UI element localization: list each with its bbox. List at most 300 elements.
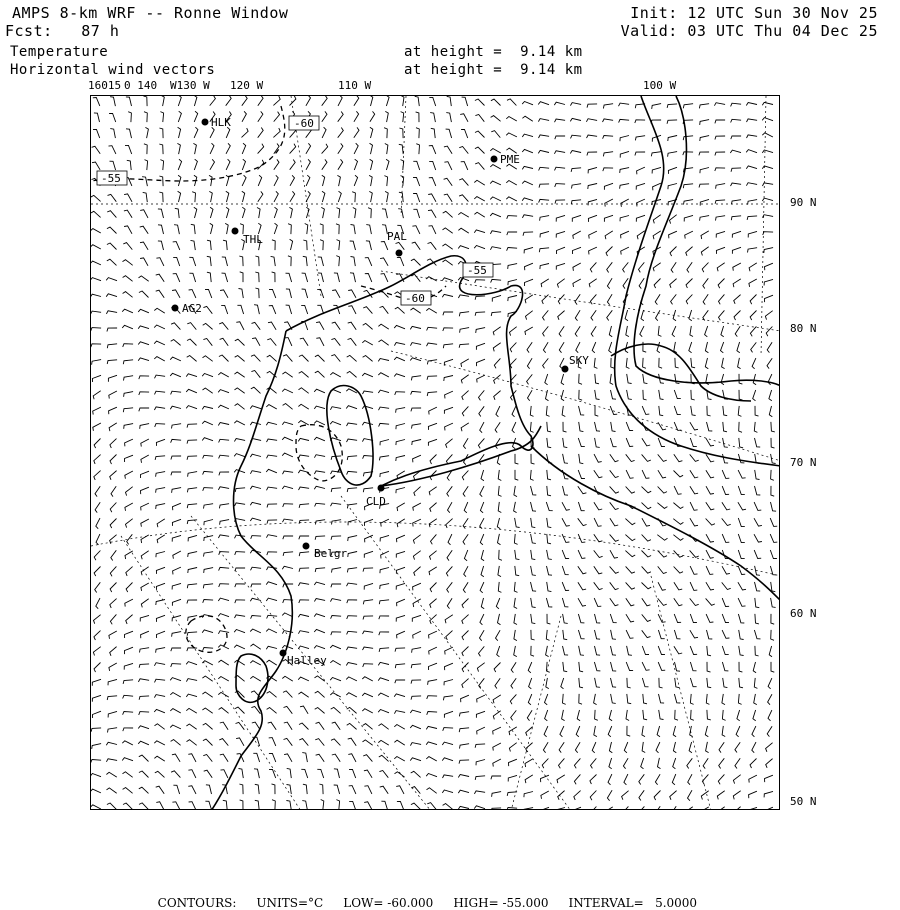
wind-barb (331, 536, 341, 540)
wind-barb (331, 355, 340, 362)
wind-barb (252, 338, 260, 346)
wind-barb (636, 215, 645, 221)
wind-barb (705, 326, 708, 337)
wind-barb (739, 630, 744, 640)
wind-barb (546, 598, 552, 607)
wind-barb (531, 486, 537, 495)
wind-barb (673, 503, 683, 509)
wind-barb (431, 128, 435, 138)
wind-barb (723, 438, 728, 447)
wind-barb (172, 290, 180, 298)
wind-barb (609, 758, 612, 769)
wind-barb (158, 209, 164, 218)
wind-barb (595, 374, 599, 384)
wind-barb (492, 295, 501, 301)
wind-barb (447, 598, 452, 608)
wind-barb (507, 808, 517, 811)
wind-barb (378, 324, 388, 329)
wind-barb (287, 768, 292, 778)
wind-barb (348, 322, 357, 330)
wind-barb (610, 566, 619, 573)
wind-barb (283, 504, 293, 507)
wind-barb (555, 184, 565, 187)
wind-barb (289, 207, 292, 218)
wind-barb (562, 406, 565, 417)
wind-barb (702, 774, 708, 784)
wind-barb (299, 552, 309, 556)
wind-barb (603, 152, 613, 157)
wind-barb (411, 259, 421, 265)
wind-barb (642, 646, 649, 655)
wind-barb (577, 710, 580, 721)
wind-barb (266, 422, 277, 425)
wind-barb (314, 646, 325, 649)
wind-barb (269, 754, 276, 763)
wind-barb (286, 801, 291, 811)
wind-barb (514, 582, 517, 593)
wind-barb (272, 784, 276, 794)
wind-barb (481, 598, 484, 609)
wind-barb (412, 424, 422, 429)
wind-barb (267, 552, 277, 555)
wind-barb (173, 274, 180, 282)
wind-barb (172, 599, 181, 606)
wind-barb (380, 584, 389, 589)
wind-barb (315, 708, 325, 714)
wind-barb (139, 408, 149, 411)
wind-barb (286, 289, 292, 298)
wind-barb (546, 406, 549, 417)
wind-barb (354, 96, 359, 106)
wind-barb (717, 807, 724, 810)
wind-barb (234, 630, 245, 633)
wind-barb (429, 519, 437, 527)
wind-barb (205, 801, 211, 810)
wind-barb (735, 742, 740, 752)
wind-barb (705, 726, 708, 737)
valid-time: Valid: 03 UTC Thu 04 Dec 25 (620, 22, 878, 40)
wind-barb (218, 677, 229, 682)
wind-barb (347, 504, 357, 509)
wind-barb (413, 193, 420, 202)
wind-barb (282, 372, 292, 377)
wind-barb (337, 208, 340, 219)
wind-barb (592, 342, 596, 353)
wind-barb (299, 504, 309, 508)
wind-barb (642, 470, 649, 478)
wind-barb (762, 198, 773, 201)
wind-barb (722, 726, 725, 737)
wind-barb (751, 342, 757, 352)
wind-barb (331, 503, 342, 506)
wind-barb (690, 550, 699, 557)
wind-barb (579, 454, 584, 464)
wind-barb (495, 438, 500, 448)
wind-barb (700, 216, 710, 221)
wind-barb (139, 712, 149, 715)
wind-barb (571, 168, 581, 172)
wind-barb (541, 279, 549, 287)
wind-barb (379, 632, 389, 635)
wind-barb (738, 454, 744, 463)
wind-barb (242, 159, 245, 170)
wind-barb (337, 240, 340, 251)
wind-barb (302, 273, 308, 282)
wind-barb (395, 307, 405, 313)
wind-barb (219, 567, 230, 570)
wind-barb (546, 678, 549, 689)
wind-barb (475, 312, 485, 316)
wind-barb (298, 438, 309, 441)
wind-barb (670, 247, 677, 257)
wind-barb (595, 646, 601, 655)
lat-label-50n: 50 N (790, 795, 817, 808)
wind-barb (92, 695, 101, 701)
wind-barb (379, 340, 389, 345)
wind-barb (364, 583, 373, 589)
wind-barb (610, 550, 618, 558)
wind-barb (762, 102, 773, 105)
wind-barb (579, 374, 582, 384)
wind-barb (590, 294, 596, 304)
wind-barb (771, 486, 774, 496)
wind-barb (427, 343, 438, 346)
wind-barb (218, 487, 229, 490)
wind-barb (479, 646, 485, 656)
wind-barb (332, 568, 342, 573)
wind-barb (690, 678, 696, 687)
wind-barb (223, 800, 227, 810)
wind-barb (266, 598, 277, 601)
wind-barb (538, 150, 549, 153)
wind-barb (396, 615, 405, 621)
wind-barb (236, 722, 245, 729)
wind-barb (91, 774, 101, 777)
wind-barb (401, 176, 404, 187)
wind-barb (253, 753, 259, 762)
wind-barb (690, 326, 693, 337)
wind-barb (267, 615, 278, 618)
wind-barb (462, 679, 469, 688)
wind-barb (495, 422, 500, 432)
wind-barb (110, 129, 115, 139)
wind-barb (514, 614, 517, 625)
wind-barb (462, 615, 469, 624)
wind-barb (110, 455, 117, 465)
wind-barb (507, 216, 517, 219)
wind-barb (396, 567, 405, 574)
wind-barb (463, 518, 468, 528)
wind-barb (611, 678, 617, 687)
wind-barb (642, 630, 651, 637)
wind-barb (306, 96, 311, 106)
wind-barb (210, 207, 213, 218)
wind-barb (347, 371, 357, 377)
wind-barb (109, 663, 117, 671)
wind-barb (171, 456, 181, 460)
wind-barb (538, 102, 549, 105)
wind-barb (690, 438, 697, 447)
wind-barb (461, 162, 468, 170)
wind-barb (540, 231, 549, 237)
wind-barb (140, 424, 149, 429)
wind-barb (124, 663, 133, 669)
wind-barb (637, 199, 645, 206)
wind-barb (139, 392, 149, 395)
wind-barb (738, 470, 746, 478)
wind-barb (314, 582, 325, 585)
wind-barb (683, 152, 693, 155)
wind-barb (459, 312, 469, 317)
wind-barb (578, 486, 587, 493)
wind-barb (685, 231, 693, 239)
wind-barb (242, 175, 246, 186)
wind-barb (395, 680, 405, 683)
wind-barb (700, 199, 709, 205)
footer-units: UNITS=°C (256, 896, 324, 910)
wind-barb (510, 694, 516, 704)
wind-barb (139, 664, 149, 668)
wind-barb (303, 784, 307, 794)
wind-barb (707, 422, 713, 431)
wind-barb (493, 727, 501, 734)
wind-barb (123, 243, 132, 250)
wind-barb (750, 295, 756, 305)
wind-barb (330, 693, 341, 697)
wind-barb (561, 678, 564, 689)
wind-barb (347, 568, 357, 573)
wind-barb (250, 406, 261, 409)
wind-barb (321, 800, 324, 811)
wind-barb (363, 391, 374, 394)
wind-barb (481, 550, 484, 561)
wind-barb (252, 322, 261, 329)
wind-barb (595, 678, 600, 687)
wind-barb (444, 146, 452, 154)
wind-barb (396, 551, 405, 557)
wind-barb (545, 374, 548, 385)
wind-barb (141, 583, 149, 591)
wind-barb (428, 210, 436, 218)
wind-barb (394, 711, 405, 714)
wind-barb (203, 600, 213, 603)
wind-barb (154, 407, 165, 410)
wind-barb (547, 470, 551, 480)
wind-barb (491, 131, 500, 138)
wind-barb (91, 245, 101, 249)
wind-barb (540, 216, 550, 221)
wind-barb (306, 207, 309, 218)
wind-barb (428, 439, 437, 446)
station-thl (232, 228, 264, 247)
wind-barb (590, 262, 596, 272)
wind-barb (747, 119, 758, 122)
wind-barb (621, 199, 629, 207)
wind-barb (658, 614, 666, 622)
wind-barb (347, 600, 357, 603)
wind-barb (479, 454, 484, 464)
wind-barb (763, 232, 773, 235)
wind-barb (623, 278, 628, 288)
wind-barb (675, 662, 681, 671)
wind-barb (255, 800, 259, 810)
wind-barb (498, 470, 501, 481)
wind-barb (530, 422, 533, 433)
wind-barb (258, 191, 263, 201)
wind-barb (411, 408, 421, 411)
wind-barb (170, 709, 181, 713)
wind-barb (427, 712, 437, 715)
wind-barb (203, 488, 213, 491)
wind-barb (690, 582, 697, 590)
wind-barb (750, 759, 757, 769)
station-label-belgr: Belgr (314, 547, 348, 560)
wind-barb (705, 342, 708, 353)
wind-barb (623, 262, 629, 272)
wind-barb (314, 614, 325, 617)
wind-barb (411, 664, 421, 668)
wind-barb (706, 502, 715, 510)
wind-barb (588, 167, 597, 173)
wind-barb (673, 742, 676, 753)
wind-barb (654, 791, 660, 801)
wind-barb (157, 519, 165, 527)
wind-barb (219, 739, 228, 746)
wind-barb (346, 406, 357, 409)
wind-barb (338, 96, 342, 106)
wind-barb (674, 598, 683, 605)
wind-barb (573, 807, 582, 810)
wind-barb (186, 662, 197, 665)
wind-barb (172, 519, 181, 526)
lat-line-70n (391, 351, 780, 461)
contour-label-2: -55 (101, 172, 121, 185)
wind-barb (496, 630, 501, 641)
footer-contours: CONTOURS: (157, 896, 237, 910)
wind-barb (397, 258, 404, 267)
wind-barb (639, 278, 644, 288)
wind-barb (754, 550, 761, 558)
wind-barb (690, 726, 693, 737)
wind-barb (674, 550, 683, 557)
wind-barb (609, 710, 612, 721)
wind-barb (251, 567, 262, 570)
wind-barb (459, 147, 468, 154)
wind-barb (156, 504, 165, 509)
wind-barb (738, 550, 744, 559)
wind-barb (595, 438, 600, 448)
wind-barb (588, 184, 597, 190)
wind-barb (689, 342, 692, 353)
wind-barb (363, 356, 373, 362)
wind-barb (531, 582, 537, 591)
wind-barb (322, 144, 328, 154)
wind-barb (627, 694, 631, 704)
wind-barb (531, 454, 535, 464)
wind-barb (314, 389, 325, 393)
wind-barb (462, 471, 468, 481)
wind-barb (767, 342, 772, 352)
wind-barb (349, 786, 356, 794)
wind-barb (753, 390, 756, 401)
wind-barb (299, 455, 310, 458)
wind-barb (481, 470, 484, 481)
wind-barb (716, 247, 725, 254)
wind-barb (284, 706, 293, 713)
wind-barb (188, 754, 196, 762)
wind-barb (573, 279, 581, 287)
wind-barb (493, 695, 501, 703)
wind-barb (91, 278, 101, 281)
wind-barb (497, 518, 500, 529)
wind-barb (251, 355, 260, 362)
wind-barb (671, 806, 676, 810)
wind-barb (302, 801, 307, 810)
wind-barb (531, 518, 536, 528)
wind-barb (159, 128, 163, 138)
wind-barb (738, 534, 745, 543)
wind-barb (266, 660, 276, 665)
wind-barb (96, 598, 100, 609)
wind-barb (220, 520, 230, 525)
wind-barb (414, 567, 421, 576)
wind-barb (96, 534, 100, 545)
wind-barb (109, 407, 117, 414)
wind-barb (188, 786, 196, 794)
wind-barb (477, 695, 485, 702)
wind-barb (762, 118, 773, 121)
wind-barb (531, 550, 536, 560)
wind-barb (396, 424, 405, 430)
wind-barb (559, 758, 565, 768)
wind-barb (635, 152, 645, 156)
wind-barb (191, 224, 195, 234)
wind-barb (522, 166, 533, 169)
wind-barb (643, 374, 648, 384)
wind-barb (476, 711, 485, 718)
wind-barb (322, 191, 325, 202)
wind-barb (161, 96, 164, 106)
wind-barb (605, 807, 613, 810)
wind-barb (626, 358, 629, 369)
wind-barb (170, 406, 181, 409)
wind-barb (221, 770, 228, 778)
wind-barb (559, 742, 564, 752)
wind-barb (668, 167, 677, 174)
wind-barb (397, 503, 405, 511)
wind-barb (290, 191, 295, 202)
wind-barb (299, 600, 309, 603)
wind-barb (639, 262, 645, 272)
wind-barb (445, 663, 453, 670)
wind-barb (94, 567, 100, 577)
wind-barb (442, 278, 453, 281)
wind-barb (284, 754, 292, 762)
wind-barb (91, 211, 101, 217)
wind-barb (330, 678, 341, 681)
wind-barb (739, 646, 744, 656)
wind-barb (674, 390, 681, 399)
wind-barb (170, 693, 181, 698)
wind-barb (209, 175, 212, 186)
wind-barb (413, 209, 419, 218)
wind-barb (444, 194, 452, 202)
wind-barb (92, 375, 101, 382)
wind-barb (655, 806, 660, 810)
wind-barb (562, 582, 569, 590)
wind-barb (619, 103, 630, 106)
wind-barb (111, 486, 116, 496)
